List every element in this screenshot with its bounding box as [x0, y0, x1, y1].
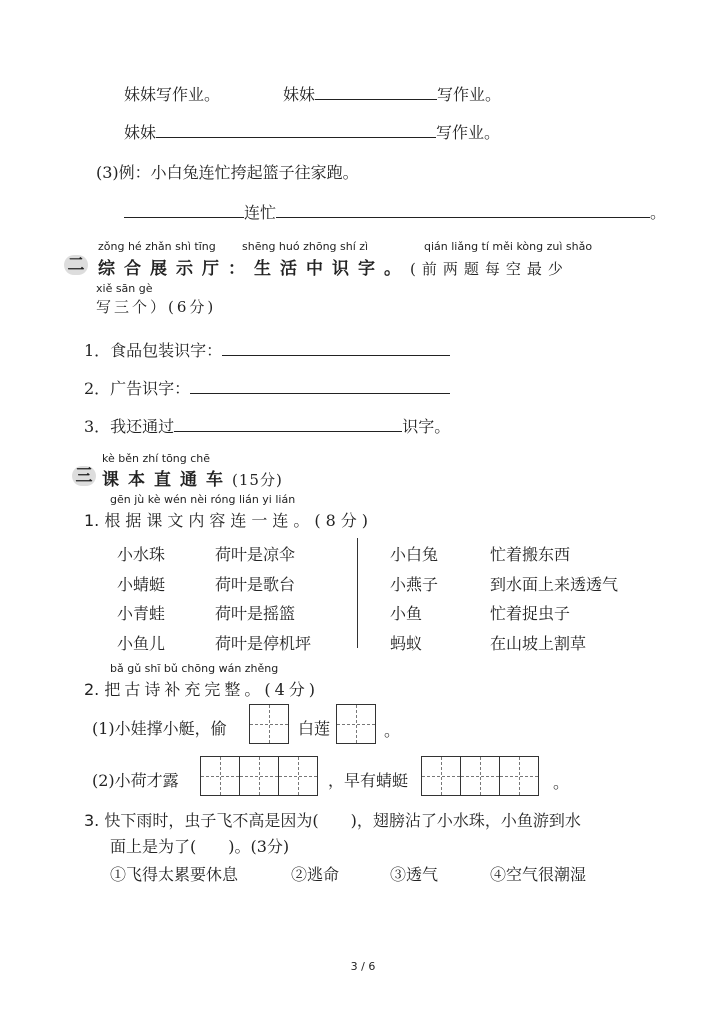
- section-2-pinyin-a: zǒng hé zhǎn shì tīng: [98, 240, 216, 253]
- section-2-item-2: [84, 376, 450, 399]
- char-cell[interactable]: [422, 757, 461, 795]
- q1-left2-item[interactable]: 荷叶是歌台: [215, 574, 296, 594]
- q3-text-1: 快下雨时，虫子飞不高是因为( )，翅膀沾了小水珠，小鱼游到水: [104, 811, 581, 830]
- section-2-item-3-label: 3．我还通过: [84, 417, 175, 436]
- section-3-pinyin: kè běn zhí tōng chē: [102, 452, 211, 465]
- section-2-pinyin-d: xiě sān gè: [96, 282, 153, 295]
- q2-part1-c: 。: [384, 721, 401, 740]
- q2-part1-grid-2[interactable]: [336, 704, 376, 744]
- q3-num: 3.: [84, 811, 100, 830]
- question-3-fill: [124, 200, 666, 223]
- char-cell[interactable]: [279, 757, 317, 795]
- fill-line-2-prefix: 妹妹: [124, 123, 157, 142]
- q2-line: [84, 677, 319, 700]
- section-3-badge: 三: [72, 466, 96, 486]
- example-sentence: 妹妹写作业。: [124, 85, 221, 104]
- section-2-item-1-label: 1．食品包装识字：: [84, 341, 223, 360]
- q1-left-item[interactable]: 小青蛙: [117, 604, 166, 623]
- section-2-pinyin-b: shēng huó zhōng shí zì: [242, 240, 369, 253]
- q2-text: 把古诗补充完整。(4分): [104, 680, 320, 699]
- q1-left-col-2: [215, 540, 311, 658]
- q1-left2-item[interactable]: 荷叶是停机坪: [215, 633, 312, 653]
- question-3-end: 。: [650, 203, 667, 222]
- q1-right-col-2: [490, 540, 618, 658]
- q2-part2-grid-2[interactable]: [421, 756, 539, 796]
- q1-left2-item[interactable]: 荷叶是凉伞: [215, 545, 296, 564]
- fill-line-1-suffix: 写作业。: [437, 85, 502, 104]
- blank-3b[interactable]: [276, 203, 650, 218]
- q2-part1-b: 白莲: [298, 719, 331, 738]
- q1-left-item[interactable]: 小水珠: [117, 545, 166, 564]
- q3-line-1: [84, 808, 581, 831]
- section-3-title: [102, 465, 283, 490]
- section-2-badge: 二: [64, 255, 88, 275]
- fill-line-2-suffix: 写作业。: [436, 123, 501, 142]
- q1-left2-item[interactable]: 荷叶是摇篮: [215, 604, 296, 623]
- q2-part2-b: ，早有蜻蜓: [328, 771, 409, 790]
- q2-part2-c: 。: [553, 773, 570, 792]
- q1-right-item[interactable]: 蚂蚁: [390, 633, 423, 653]
- fill-line-2: [124, 120, 500, 143]
- char-cell[interactable]: [250, 705, 288, 743]
- q1-right-col: [390, 540, 438, 658]
- page-number: 3 / 6: [350, 960, 376, 973]
- section-2-item-3-blank[interactable]: [174, 417, 402, 432]
- q2-pinyin: bǎ gǔ shī bǔ chōng wán zhěng: [110, 662, 279, 675]
- q2-part2-grid-1[interactable]: [200, 756, 318, 796]
- char-cell[interactable]: [500, 757, 538, 795]
- q1-right-item[interactable]: 小白兔: [390, 545, 439, 564]
- q1-divider: [357, 538, 358, 648]
- section-2-title-text: 综合展示厅：生活中识字。: [98, 259, 410, 279]
- char-cell[interactable]: [201, 757, 240, 795]
- section-2-item-1: [84, 338, 450, 361]
- q1-left-col: [117, 540, 165, 658]
- q1-right2-item[interactable]: 到水面上来透透气: [490, 574, 619, 594]
- q2-part1-a: (1)小娃撑小艇，偷: [92, 719, 227, 738]
- q3-option-4[interactable]: ④空气很潮湿: [490, 865, 587, 884]
- q1-right2-item[interactable]: 忙着捉虫子: [490, 604, 571, 623]
- fill-line-1: [283, 82, 501, 105]
- section-2-item-2-blank[interactable]: [190, 379, 450, 394]
- q1-left-item[interactable]: 小鱼儿: [117, 633, 166, 653]
- q1-right-item[interactable]: 小燕子: [390, 574, 439, 594]
- q3-option-1[interactable]: ①飞得太累要休息: [110, 865, 239, 884]
- q1-num: 1.: [84, 511, 100, 530]
- q1-pinyin: gēn jù kè wén nèi róng lián yi lián: [110, 493, 296, 506]
- q3-option-3[interactable]: ③透气: [390, 865, 439, 884]
- section-2-note-2: 写三个）(6分): [96, 298, 217, 316]
- q3-option-2[interactable]: ②逃命: [291, 865, 340, 884]
- q2-part2-a: (2)小荷才露: [92, 771, 179, 790]
- section-3-score: (15分): [232, 471, 283, 489]
- q1-right2-item[interactable]: 忙着搬东西: [490, 545, 571, 564]
- section-2-item-1-blank[interactable]: [222, 341, 450, 356]
- question-3-example: (3)例：小白兔连忙挎起篮子往家跑。: [96, 163, 359, 182]
- section-2-title: [98, 254, 569, 279]
- section-2-pinyin-c: qián liǎng tí měi kòng zuì shǎo: [424, 240, 593, 253]
- fill-line-1-prefix: 妹妹: [283, 85, 316, 104]
- blank-1[interactable]: [315, 85, 437, 100]
- section-2-item-3-suffix: 识字。: [402, 417, 451, 436]
- char-cell[interactable]: [461, 757, 500, 795]
- section-2-note: (前两题每空最少: [410, 260, 569, 278]
- q3-line-2: 面上是为了( )。(3分): [110, 837, 290, 856]
- q1-line: [84, 508, 373, 531]
- q2-num: 2.: [84, 680, 100, 699]
- question-3-mid: 连忙: [244, 203, 277, 222]
- char-cell[interactable]: [240, 757, 279, 795]
- q1-right2-item[interactable]: 在山坡上割草: [490, 633, 587, 653]
- q1-right-item[interactable]: 小鱼: [390, 604, 423, 623]
- q1-text: 根据课文内容连一连。(8分): [104, 511, 374, 530]
- q2-part1-grid-1[interactable]: [249, 704, 289, 744]
- section-2-item-2-label: 2．广告识字：: [84, 379, 191, 398]
- section-3-title-text: 课本直通车: [102, 470, 232, 490]
- section-2-item-3: [84, 414, 450, 437]
- q1-left-item[interactable]: 小蜻蜓: [117, 574, 166, 594]
- blank-2[interactable]: [156, 123, 436, 138]
- char-cell[interactable]: [337, 705, 375, 743]
- blank-3a[interactable]: [124, 203, 244, 218]
